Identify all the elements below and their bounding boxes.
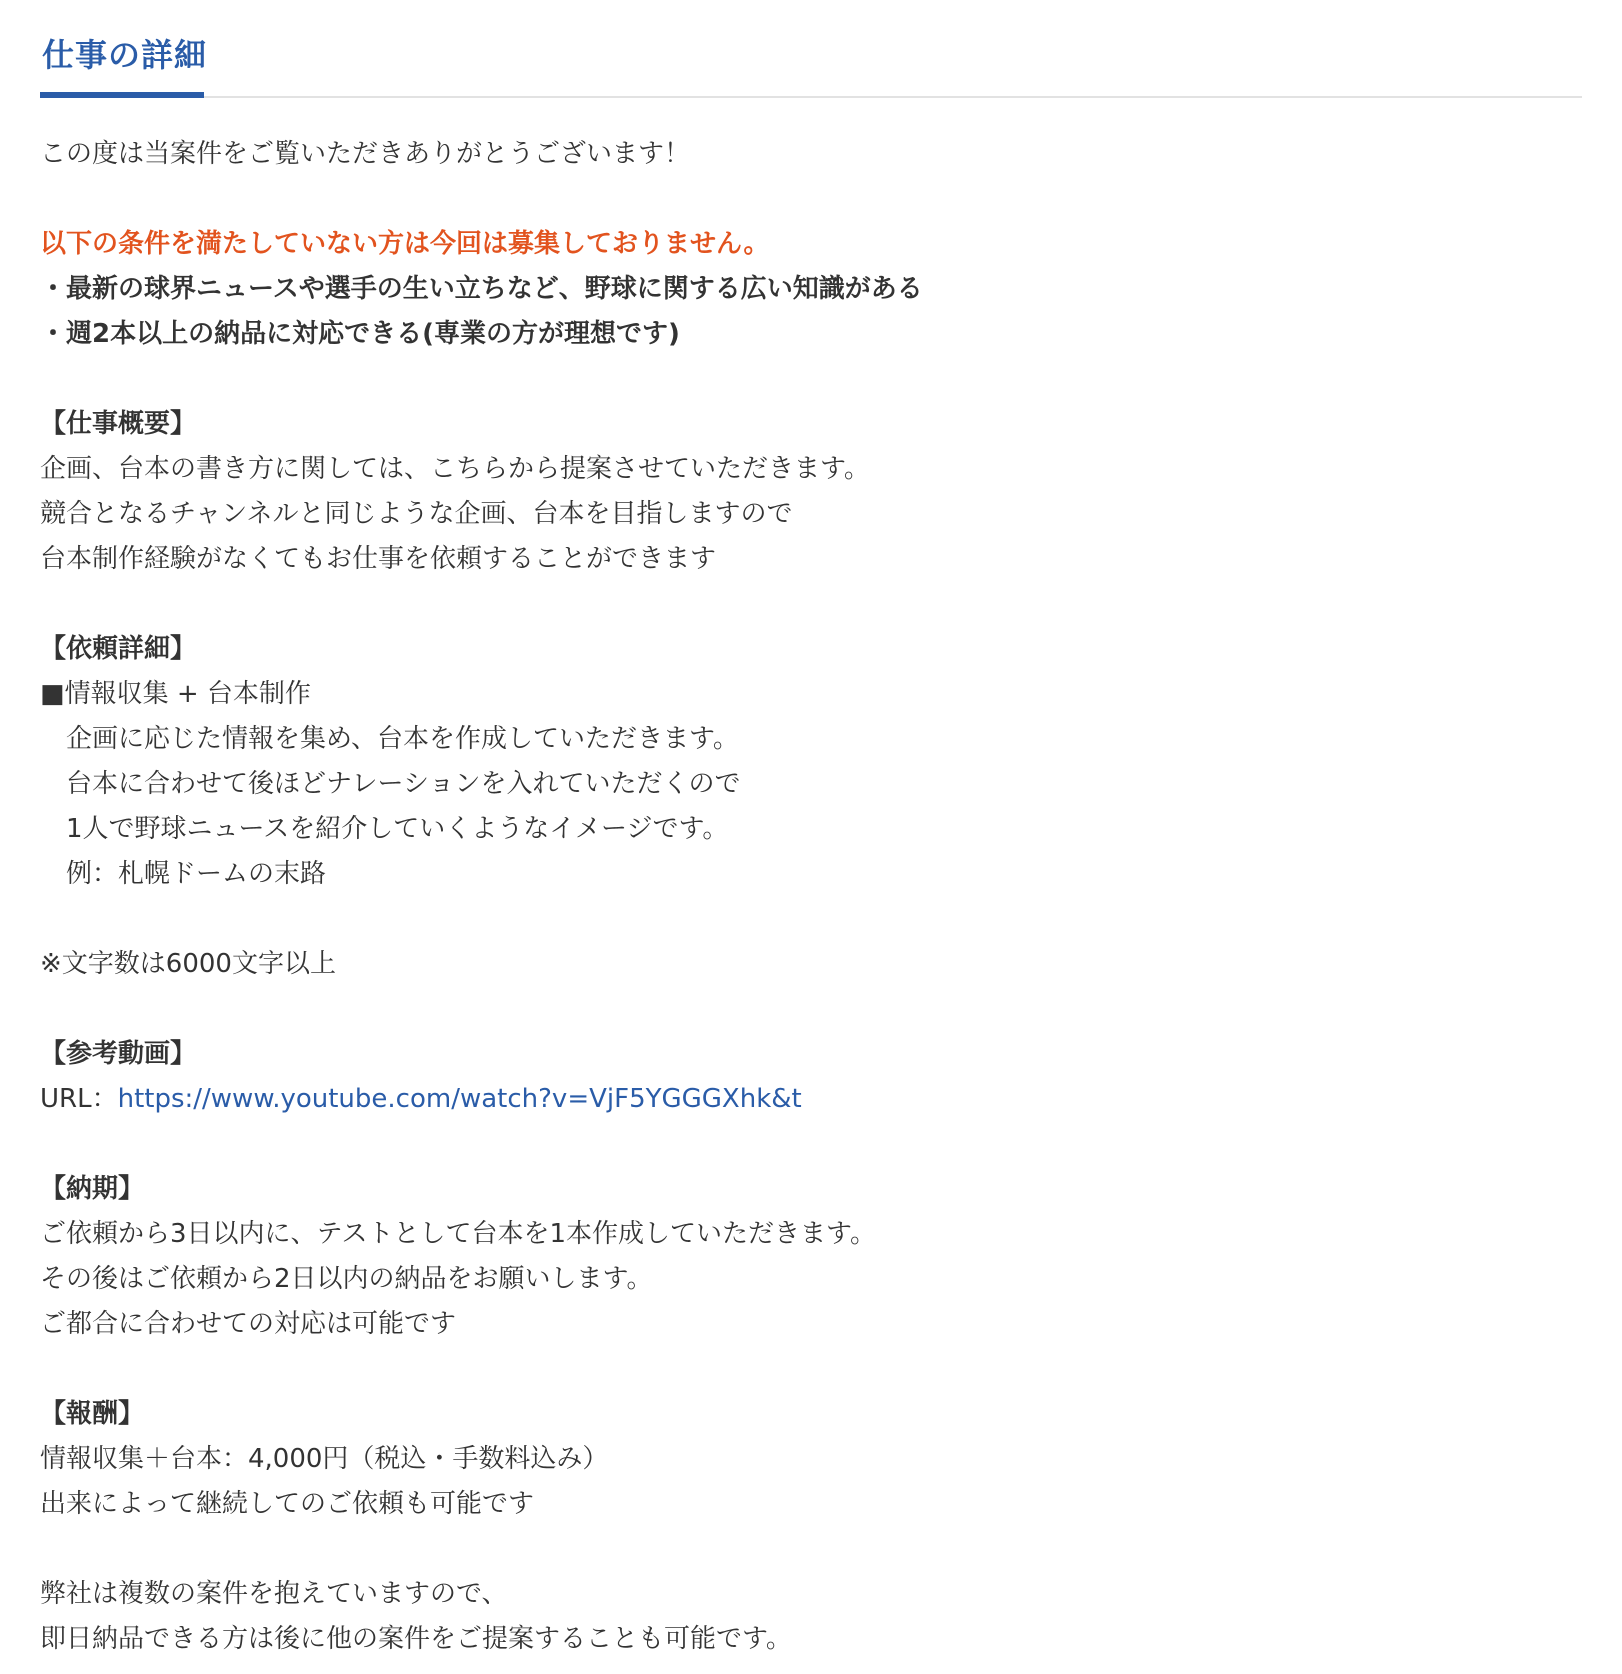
deadline-heading: 【納期】 — [40, 1174, 145, 1204]
reference-heading: 【参考動画】 — [40, 1039, 197, 1069]
reference-url-row — [40, 1077, 1582, 1122]
deadline-line: その後はご依頼から2日以内の納品をお願いします。 — [40, 1264, 653, 1294]
condition-item: ・週2本以上の納品に対応できる(専業の方が理想です) — [40, 319, 680, 349]
request-item-title: ■情報収集 + 台本制作 — [40, 679, 311, 709]
reward-line: 情報収集＋台本：4,000円（税込・手数料込み） — [40, 1444, 609, 1474]
spacer — [40, 1122, 1582, 1167]
spacer — [40, 897, 1582, 942]
overview-line: 競合となるチャンネルと同じような企画、台本を目指しますので — [40, 499, 793, 529]
section-title: 仕事の詳細 — [42, 36, 208, 74]
overview-line: 企画、台本の書き方に関しては、こちらから提案させていただきます。 — [40, 454, 870, 484]
spacer — [40, 582, 1582, 627]
spacer — [40, 177, 1582, 222]
closing-line: 即日納品できる方は後に他の案件をご提案することも可能です。 — [40, 1624, 792, 1654]
request-line: 例：札幌ドームの末路 — [66, 859, 327, 889]
spacer — [40, 1527, 1582, 1572]
closing-line: 弊社は複数の案件を抱えていますので、 — [40, 1579, 508, 1609]
reward-heading: 【報酬】 — [40, 1399, 145, 1429]
request-line: 1人で野球ニュースを紹介していくようなイメージです。 — [66, 814, 729, 844]
conditions-warning: 以下の条件を満たしていない方は今回は募集しておりません。 — [40, 229, 770, 259]
spacer — [40, 987, 1582, 1032]
request-heading: 【依頼詳細】 — [40, 634, 197, 664]
request-line: 企画に応じた情報を集め、台本を作成していただきます。 — [66, 724, 739, 754]
title-underline — [40, 92, 204, 98]
deadline-line: ご都合に合わせての対応は可能です — [40, 1309, 457, 1339]
url-label: URL： — [40, 1084, 118, 1114]
overview-line: 台本制作経験がなくてもお仕事を依頼することができます — [40, 544, 717, 574]
character-count-note: ※文字数は6000文字以上 — [40, 949, 336, 979]
intro-text: この度は当案件をご覧いただきありがとうございます！ — [40, 139, 691, 169]
job-description — [40, 98, 1582, 1662]
reference-video-link[interactable]: https://www.youtube.com/watch?v=VjF5YGGGXhk&t — [117, 1084, 802, 1114]
spacer — [40, 1347, 1582, 1392]
request-line: 台本に合わせて後ほどナレーションを入れていただくので — [66, 769, 741, 799]
spacer — [40, 357, 1582, 402]
overview-heading: 【仕事概要】 — [40, 409, 197, 439]
reward-line: 出来によって継続してのご依頼も可能です — [40, 1489, 535, 1519]
section-header — [40, 0, 1582, 98]
condition-item: ・最新の球界ニュースや選手の生い立ちなど、野球に関する広い知識がある — [40, 274, 923, 304]
deadline-line: ご依頼から3日以内に、テストとして台本を1本作成していただきます。 — [40, 1219, 876, 1249]
